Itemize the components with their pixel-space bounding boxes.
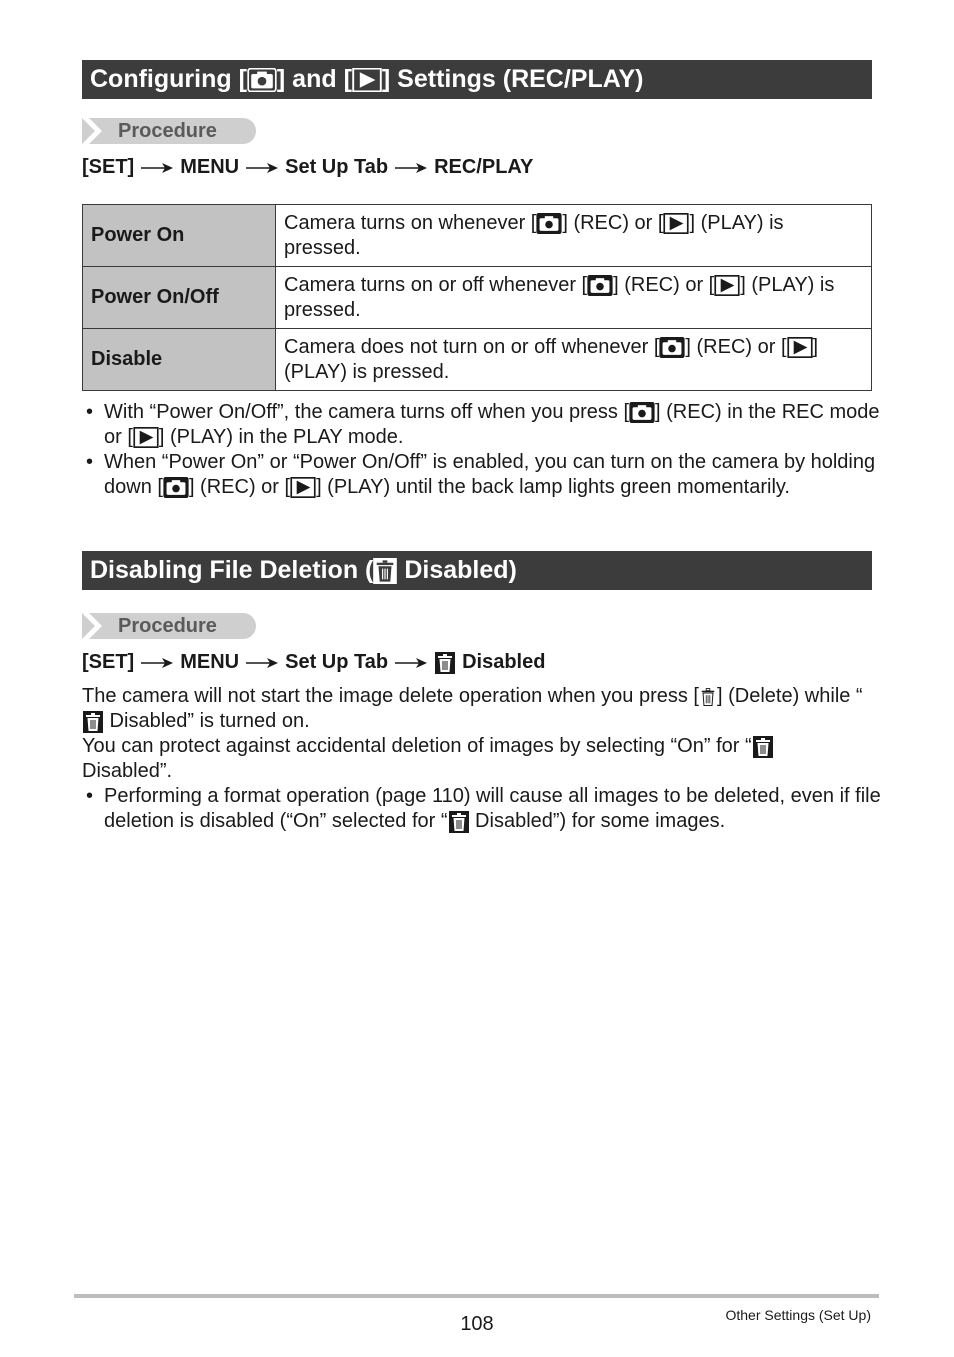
table-row	[83, 205, 872, 267]
desc-text: Camera turns on or off whenever [	[284, 273, 588, 296]
right-arrow-icon	[245, 650, 279, 676]
setting-name: Disable	[83, 329, 276, 391]
play-icon	[714, 275, 740, 296]
para-text: Disabled” is turned on.	[104, 710, 310, 732]
desc-text: ] (PLAY) is pressed.	[284, 211, 784, 259]
procedure-chevron-icon	[82, 613, 104, 639]
path-step: [SET]	[82, 156, 135, 178]
trash-icon	[434, 652, 456, 674]
path-step: Disabled	[462, 651, 546, 673]
setting-name: Power On	[83, 205, 276, 267]
table-row	[83, 267, 872, 329]
trash-icon	[373, 558, 397, 584]
para-text: The camera will not start the image delete operation when you press [	[82, 685, 699, 707]
trash-icon	[752, 736, 774, 758]
setting-description	[276, 267, 872, 329]
heading-text: ] Settings (REC/PLAY)	[381, 65, 644, 93]
desc-text: ] (PLAY) is pressed.	[284, 335, 819, 383]
note-text: ] (REC) in the REC mode or [	[104, 401, 880, 448]
right-arrow-icon	[140, 650, 174, 676]
heading-text: Disabled)	[397, 556, 517, 584]
menu-path	[82, 154, 533, 181]
play-icon	[352, 68, 382, 92]
note-text: When “Power On” or “Power On/Off” is enabled, you can turn on the camera by holding down [	[104, 451, 876, 498]
note-text: Performing a format operation (page 110) will cause all images to be deleted, even if file deletion is disabled (“On” selected for “	[104, 785, 881, 832]
desc-text: ] (REC) or [	[562, 211, 664, 234]
play-icon	[663, 213, 689, 234]
desc-text: ] (PLAY) is pressed.	[284, 273, 835, 321]
path-step: [SET]	[82, 651, 135, 673]
setting-description	[276, 205, 872, 267]
menu-path	[82, 649, 545, 676]
procedure-chevron-icon	[82, 118, 104, 144]
right-arrow-icon	[394, 650, 428, 676]
footer-section-label: Other Settings (Set Up)	[725, 1307, 871, 1323]
heading-text: ] and [	[276, 65, 352, 93]
path-step: Set Up Tab	[285, 651, 389, 673]
note-text: ] (REC) or [	[188, 476, 291, 498]
play-icon	[290, 477, 316, 498]
trash-icon	[82, 711, 104, 733]
para-text: ] (Delete) while “	[717, 685, 863, 707]
note-text: Disabled”) for some images.	[469, 810, 726, 832]
settings-table	[82, 204, 872, 391]
page-number: 108	[460, 1313, 494, 1335]
play-icon	[133, 427, 159, 448]
right-arrow-icon	[394, 155, 428, 181]
para-text: Disabled”.	[82, 760, 173, 782]
section-heading-delete-disabled	[82, 551, 872, 590]
trash-outline-icon	[699, 686, 717, 708]
setting-description	[276, 329, 872, 391]
trash-icon	[448, 811, 470, 833]
note-text: ] (PLAY) in the PLAY mode.	[158, 426, 404, 448]
desc-text: ] (REC) or [	[613, 273, 715, 296]
body-paragraph	[82, 684, 882, 734]
procedure-tag	[82, 613, 256, 639]
rec-camera-icon	[247, 68, 277, 92]
note-bullet	[82, 784, 882, 834]
heading-text: Configuring [	[90, 65, 247, 93]
para-text: You can protect against accidental deletion of images by selecting “On” for “	[82, 735, 752, 757]
procedure-label: Procedure	[118, 120, 217, 142]
play-icon	[787, 337, 813, 358]
note-bullet	[82, 400, 882, 450]
rec-camera-icon	[629, 402, 655, 423]
path-step: MENU	[180, 156, 240, 178]
right-arrow-icon	[245, 155, 279, 181]
rec-camera-icon	[536, 213, 562, 234]
bullet-mark: •	[86, 401, 94, 423]
setting-name: Power On/Off	[83, 267, 276, 329]
path-step: REC/PLAY	[434, 156, 534, 178]
note-bullet	[82, 450, 882, 500]
table-row	[83, 329, 872, 391]
bullet-mark: •	[86, 785, 94, 807]
path-step: Set Up Tab	[285, 156, 389, 178]
desc-text: Camera does not turn on or off whenever [	[284, 335, 660, 358]
bullet-mark: •	[86, 451, 94, 473]
section-heading-rec-play	[82, 60, 872, 99]
rec-camera-icon	[587, 275, 613, 296]
procedure-label: Procedure	[118, 615, 217, 637]
desc-text: ] (REC) or [	[685, 335, 787, 358]
note-text: With “Power On/Off”, the camera turns off when you press [	[104, 401, 630, 423]
body-paragraph	[82, 734, 802, 784]
footer-divider	[74, 1294, 879, 1298]
path-step: MENU	[180, 651, 240, 673]
heading-text: Disabling File Deletion (	[90, 556, 374, 584]
desc-text: Camera turns on whenever [	[284, 211, 537, 234]
note-text: ] (PLAY) until the back lamp lights green momentarily.	[316, 476, 790, 498]
rec-camera-icon	[163, 477, 189, 498]
right-arrow-icon	[140, 155, 174, 181]
rec-camera-icon	[659, 337, 685, 358]
procedure-tag	[82, 118, 256, 144]
